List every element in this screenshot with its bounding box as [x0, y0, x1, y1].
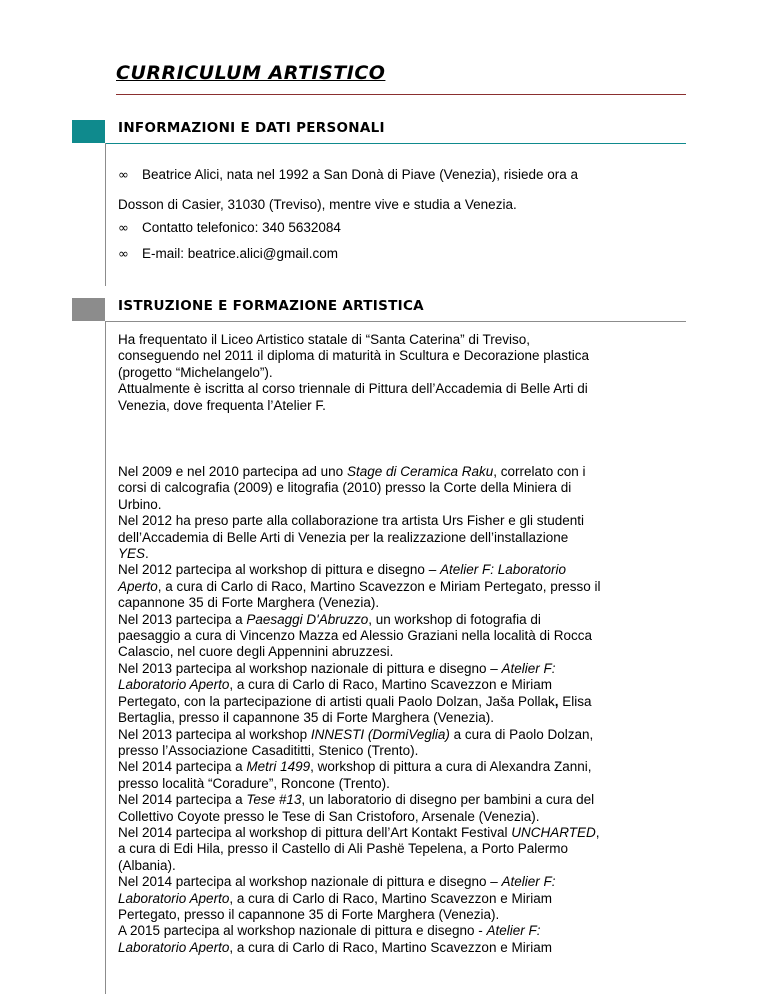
text-line: Attualmente è iscritta al corso triennale di Pittura dell’Accademia di Belle Arti di — [118, 381, 588, 397]
text-run: Nel 2013 partecipa a — [118, 611, 247, 627]
text-line — [118, 497, 688, 513]
text-run: , workshop di pittura a cura di Alexandra Zanni, — [310, 759, 592, 775]
bullet-item-continuation: Dosson di Casier, 31030 (Treviso), mentre vive e studia a Venezia. — [118, 197, 517, 212]
italic-text-run: Laboratorio Aperto — [118, 890, 230, 906]
education-paragraph-1 — [118, 332, 688, 414]
text-line: Ha frequentato il Liceo Artistico statale di “Santa Caterina” di Treviso, — [118, 332, 530, 347]
text-run: Nel 2014 partecipa al workshop di pittura dell’Art Kontakt Festival — [118, 824, 512, 840]
text-line — [118, 858, 688, 874]
text-run: capannone 35 di Forte Marghera (Venezia). — [118, 595, 380, 611]
text-line — [118, 874, 688, 890]
bullet-text: Beatrice Alici, nata nel 1992 a San Donà di Piave (Venezia), risiede ora a — [142, 167, 579, 182]
text-line — [118, 923, 688, 939]
text-run: , correlato con i — [493, 464, 586, 479]
bullet-text: Contatto telefonico: 340 5632084 — [142, 220, 341, 235]
section-heading-education: ISTRUZIONE E FORMAZIONE ARTISTICA — [118, 298, 424, 314]
text-line — [118, 907, 688, 923]
text-run: a cura di Edi Hila, presso il Castello di Ali Pashë Tepelena, a Porto Palermo — [118, 841, 568, 857]
text-line — [118, 677, 688, 693]
text-run: Collettivo Coyote presso le Tese di San Cristoforo, Arsenale (Venezia). — [118, 808, 540, 824]
italic-text-run: UNCHARTED — [511, 824, 596, 840]
italic-text-run: Laboratorio Aperto — [118, 677, 230, 693]
text-run: . — [145, 546, 149, 562]
text-run: , a cura di Carlo di Raco, Martino Scavezzon e Miriam Pertegato, presso il — [157, 578, 601, 594]
text-run: Bertaglia, presso il capannone 35 di Forte Marghera (Venezia). — [118, 710, 494, 726]
text-line — [118, 595, 688, 611]
bullet-item-identity — [118, 167, 578, 183]
text-line — [118, 776, 688, 792]
text-run: Nel 2012 ha preso parte alla collaborazione tra artista Urs Fisher e gli studenti — [118, 513, 584, 529]
text-line — [118, 743, 688, 759]
section-marker-personal — [72, 120, 105, 143]
text-run: , un laboratorio di disegno per bambini a cura del — [301, 792, 595, 808]
section-divider-education — [105, 321, 686, 322]
text-line — [118, 841, 688, 857]
text-run: Nel 2014 partecipa al workshop nazionale di pittura e disegno – — [118, 874, 502, 890]
text-run: Urbino. — [118, 496, 162, 512]
text-run: Nel 2013 partecipa al workshop nazionale di pittura e disegno – — [118, 660, 502, 676]
text-line — [118, 694, 688, 710]
text-run: presso località “Coradure”, Roncone (Trento). — [118, 775, 390, 791]
text-line — [118, 628, 688, 644]
text-line — [118, 940, 688, 956]
text-line — [118, 759, 688, 775]
text-line — [118, 513, 688, 529]
education-paragraph-2 — [118, 464, 688, 956]
bullet-text: E-mail: beatrice.alici@gmail.com — [142, 246, 339, 261]
text-line — [118, 891, 688, 907]
italic-text-run: Atelier F: — [486, 923, 541, 939]
text-line — [118, 710, 688, 726]
text-run: Nel 2009 e nel 2010 partecipa ad uno — [118, 464, 347, 479]
text-line: (progetto “Michelangelo”). — [118, 364, 273, 380]
text-run: , a cura di Carlo di Raco, Martino Scavezzon e Miriam — [229, 939, 552, 955]
section-marker-education — [72, 298, 105, 321]
page-title: CURRICULUM ARTISTICO — [116, 62, 386, 84]
text-run: Calascio, nel cuore degli Appennini abruzzesi. — [118, 644, 394, 660]
text-line — [118, 809, 688, 825]
italic-text-run: INNESTI (DormiVeglia) — [310, 726, 450, 742]
italic-text-run: Laboratorio Aperto — [118, 939, 230, 955]
text-run: corsi di calcografia (2009) e litografia (2010) presso la Corte della Miniera di — [118, 480, 572, 496]
italic-text-run: Stage di Ceramica Raku — [346, 464, 494, 479]
bullet-item-phone — [118, 220, 341, 236]
italic-text-run: Atelier F: — [501, 874, 556, 890]
italic-text-run: Metri 1499 — [246, 759, 311, 775]
italic-text-run: Atelier F: Laboratorio — [439, 562, 567, 578]
text-line — [118, 464, 688, 480]
text-run: presso l’Associazione Casadititti, Stenico (Trento). — [118, 742, 419, 758]
text-run: dell’Accademia di Belle Arti di Venezia per la realizzazione dell’installazione — [118, 529, 569, 545]
text-line — [118, 579, 688, 595]
text-line — [118, 530, 688, 546]
text-line — [118, 644, 688, 660]
text-run: Nel 2013 partecipa al workshop — [118, 726, 311, 742]
text-run: (Albania). — [118, 857, 176, 873]
bullet-item-email — [118, 246, 338, 262]
text-line — [118, 480, 688, 496]
text-run: paesaggio a cura di Vincenzo Mazza ed Alessio Graziani nella località di Rocca — [118, 628, 593, 644]
italic-text-run: Aperto — [118, 578, 158, 594]
bullet-symbol: ∞ — [118, 247, 129, 262]
text-run: , — [595, 824, 600, 840]
italic-text-run: Tese #13 — [246, 792, 302, 808]
text-run: Nel 2014 partecipa a — [118, 759, 247, 775]
section-left-border-personal — [105, 143, 106, 286]
text-run: a cura di Paolo Dolzan, — [449, 726, 594, 742]
section-left-border-education — [105, 321, 106, 994]
text-run: A 2015 partecipa al workshop nazionale di pittura e disegno - — [118, 923, 487, 939]
text-run: Pertegato, con la partecipazione di artisti quali Paolo Dolzan, Jaša Pollak — [118, 693, 555, 709]
bullet-symbol: ∞ — [118, 221, 129, 236]
italic-text-run: Atelier F: — [501, 660, 556, 676]
title-divider — [116, 94, 686, 95]
text-run: Nel 2012 partecipa al workshop di pittura e disegno – — [118, 562, 440, 578]
text-line: Venezia, dove frequenta l’Atelier F. — [118, 397, 326, 413]
text-run: , un workshop di fotografia di — [368, 611, 541, 627]
text-line — [118, 792, 688, 808]
text-run: Pertegato, presso il capannone 35 di Forte Marghera (Venezia). — [118, 906, 500, 922]
section-heading-personal: INFORMAZIONI E DATI PERSONALI — [118, 120, 385, 136]
text-line — [118, 612, 688, 628]
text-line — [118, 546, 688, 562]
text-run: , — [554, 693, 559, 709]
bullet-symbol: ∞ — [118, 168, 129, 183]
italic-text-run: YES — [118, 546, 146, 562]
text-line — [118, 562, 688, 578]
section-divider-personal — [105, 143, 686, 144]
text-run: Nel 2014 partecipa a — [118, 792, 247, 808]
text-run: , a cura di Carlo di Raco, Martino Scavezzon e Miriam — [229, 890, 552, 906]
text-run: , a cura di Carlo di Raco, Martino Scavezzon e Miriam — [229, 677, 552, 693]
text-line: conseguendo nel 2011 il diploma di maturità in Scultura e Decorazione plastica — [118, 348, 590, 364]
text-line — [118, 727, 688, 743]
text-run: Elisa — [558, 693, 592, 709]
text-line — [118, 661, 688, 677]
italic-text-run: Paesaggi D'Abruzzo — [246, 611, 369, 627]
text-line — [118, 825, 688, 841]
